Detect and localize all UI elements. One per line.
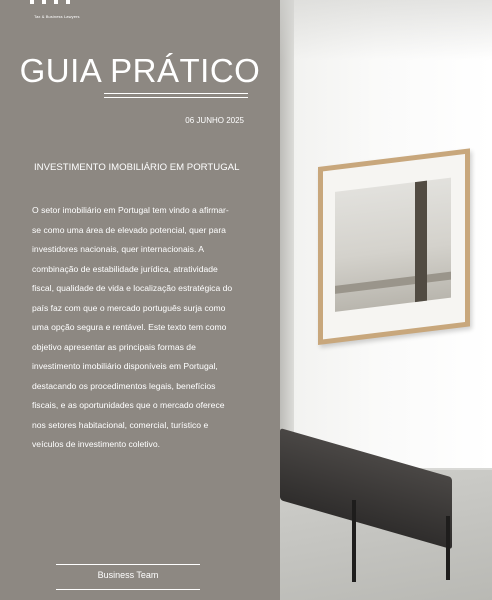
- paragraph-line: nos setores habitacional, comercial, turístico e: [32, 419, 209, 430]
- logo-subtitle: Tax & Business Lawyers: [34, 14, 80, 19]
- interior-photo: [280, 0, 492, 600]
- paragraph-line: objetivo apresentar as principais formas de: [32, 341, 196, 352]
- paragraph-line: fiscais, e as oportunidades que o mercado oferece: [32, 400, 225, 410]
- page-title: GUIA PRÁTICO: [19, 52, 261, 89]
- artwork-post: [415, 181, 427, 302]
- title-divider: [104, 97, 248, 98]
- logo-icon: [30, 0, 72, 4]
- paragraph-line: se como uma área de elevado potencial, quer para: [32, 224, 226, 235]
- paragraph-line: investidores nacionais, quer internacionais. A: [32, 244, 204, 254]
- paragraph-line: país faz com que o mercado português surja como: [32, 302, 226, 313]
- paragraph-line: investimento imobiliário disponíveis em Portugal,: [32, 361, 218, 371]
- artwork-shore: [335, 272, 451, 294]
- section-heading: INVESTIMENTO IMOBILIÁRIO EM PORTUGAL: [34, 162, 240, 173]
- author-label: Business Team: [97, 570, 159, 580]
- publication-date: 06 JUNHO 2025: [185, 116, 244, 125]
- paragraph-line: destacando os procedimentos legais, benefícios: [32, 380, 216, 391]
- author-divider: [56, 564, 200, 565]
- paragraph-line: uma opção segura e rentável. Este texto tem como: [32, 322, 227, 332]
- title-divider: [104, 93, 248, 94]
- author-divider: [56, 589, 200, 590]
- bench-leg: [446, 516, 450, 580]
- paragraph-line: veículos de investimento coletivo.: [32, 439, 161, 449]
- photo-ceiling-shadow: [280, 0, 492, 60]
- paragraph-line: O setor imobiliário em Portugal tem vindo a afirmar-: [32, 205, 229, 215]
- framed-artwork: [318, 148, 470, 345]
- artwork-image: [335, 178, 451, 312]
- paragraph-line: combinação de estabilidade jurídica, atratividade: [32, 263, 218, 274]
- bench-leg: [352, 500, 356, 582]
- artwork-mat: [323, 154, 465, 339]
- intro-paragraph: [32, 201, 258, 455]
- paragraph-line: fiscal, qualidade de vida e localização estratégica do: [32, 283, 233, 293]
